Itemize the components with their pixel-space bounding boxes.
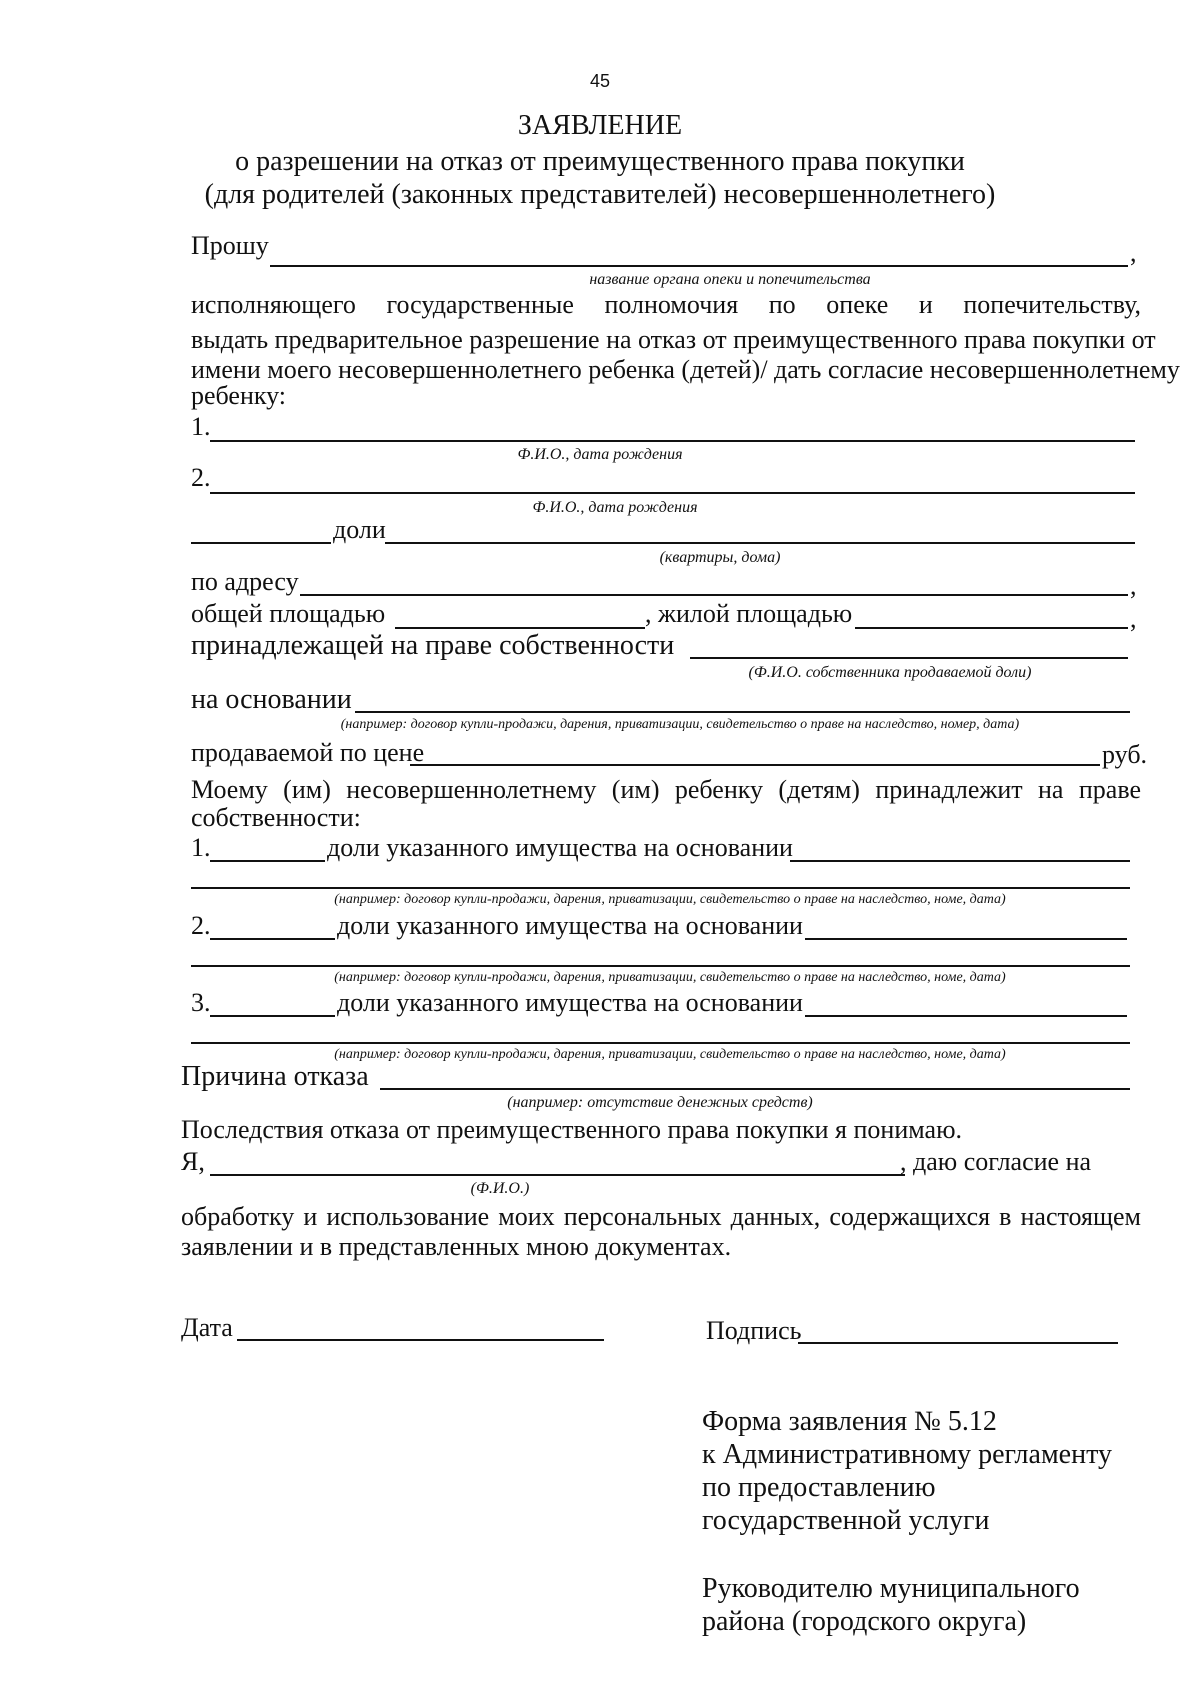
- applicant-fio-field[interactable]: [210, 1174, 905, 1176]
- moemu-line1: Моему (им) несовершеннолетнему (им) ребенку (детям) принадлежит на праве: [191, 775, 1141, 804]
- item-2-share-field[interactable]: [210, 938, 335, 940]
- hint-fio-date-2: Ф.И.О., дата рождения: [532, 499, 698, 516]
- label-ya: Я,: [181, 1147, 205, 1176]
- child-2-field[interactable]: [210, 492, 1135, 494]
- price-field[interactable]: [410, 764, 1100, 766]
- total-area-field[interactable]: [395, 627, 645, 629]
- signature-field[interactable]: [798, 1342, 1118, 1344]
- label-prodavaemoy: продаваемой по цене: [191, 738, 425, 767]
- date-field[interactable]: [237, 1339, 604, 1341]
- reason-field[interactable]: [380, 1088, 1130, 1090]
- item-3-basis-field[interactable]: [805, 1015, 1127, 1017]
- label-po-adresu: по адресу: [191, 567, 299, 596]
- hint-prichina: (например: отсутствие денежных средств): [507, 1094, 813, 1111]
- document-subtitle-2: (для родителей (законных представителей) несовершеннолетнего): [204, 179, 996, 210]
- item-1-share-field[interactable]: [210, 860, 325, 862]
- label-rub: руб.: [1102, 740, 1148, 769]
- label-zhiloy-ploshchadyu: , жилой площадью: [645, 599, 853, 628]
- footer-line-1: Форма заявления № 5.12: [702, 1406, 997, 1437]
- hint-sobstvennik: (Ф.И.О. собственника продаваемой доли): [748, 664, 1032, 681]
- para1-line4: ребенку:: [191, 381, 287, 410]
- item-3-share-field[interactable]: [210, 1015, 335, 1017]
- item-1-label: доли указанного имущества на основании: [327, 833, 793, 862]
- item-2-basis-field-2[interactable]: [191, 965, 1130, 967]
- hint-dogovor-2c: (например: договор купли-продажи, дарения, приватизации, свидетельство о праве на наследство, номе, дата): [334, 1047, 1006, 1062]
- page-number: 45: [589, 71, 611, 91]
- label-proshu: Прошу: [191, 231, 269, 260]
- label-doli: доли: [333, 515, 386, 544]
- item-2-number: 2.: [191, 911, 211, 940]
- hint-dogovor-1: (например: договор купли-продажи, дарения, приватизации, свидетельство о праве на наследство, номер, дата): [340, 717, 1020, 732]
- hint-dogovor-2a: (например: договор купли-продажи, дарения, приватизации, свидетельство о праве на наследство, номе, дата): [334, 892, 1006, 907]
- item-2-basis-field[interactable]: [805, 938, 1127, 940]
- label-prinadlezhashchey: принадлежащей на праве собственности: [191, 630, 675, 661]
- label-dayu-soglasie: , даю согласие на: [900, 1147, 1092, 1176]
- para1-line1: исполняющего государственные полномочия по опеке и попечительству,: [191, 290, 1141, 319]
- document-subtitle-1: о разрешении на отказ от преимущественного права покупки: [235, 146, 965, 177]
- footer-line-3: по предоставлению: [702, 1472, 936, 1503]
- para1-line2: выдать предварительное разрешение на отказ от преимущественного права покупки от: [191, 325, 1156, 354]
- child-1-field[interactable]: [210, 440, 1135, 442]
- footer-line-4: государственной услуги: [702, 1505, 990, 1536]
- label-podpis: Подпись: [706, 1316, 802, 1345]
- posledstviya-text: Последствия отказа от преимущественного права покупки я понимаю.: [181, 1115, 962, 1144]
- hint-fio-date-1: Ф.И.О., дата рождения: [517, 446, 683, 463]
- child-1-number: 1.: [191, 412, 211, 441]
- address-field[interactable]: [300, 594, 1128, 596]
- item-2-label: доли указанного имущества на основании: [337, 911, 803, 940]
- share-object-field[interactable]: [385, 542, 1135, 544]
- footer-line-2: к Административному регламенту: [702, 1439, 1112, 1470]
- label-data: Дата: [181, 1313, 233, 1342]
- comma: ,: [1130, 604, 1137, 633]
- comma: ,: [1130, 571, 1137, 600]
- item-1-basis-field-2[interactable]: [191, 887, 1130, 889]
- child-2-number: 2.: [191, 463, 211, 492]
- moemu-line2: собственности:: [191, 803, 361, 832]
- field-organ-line[interactable]: [270, 265, 1128, 267]
- hint-fio: (Ф.И.О.): [470, 1180, 530, 1197]
- comma: ,: [1130, 238, 1137, 267]
- item-3-number: 3.: [191, 988, 211, 1017]
- hint-kvartiry: (квартиры, дома): [659, 549, 781, 566]
- hint-organ: название органа опеки и попечительства: [589, 271, 871, 288]
- item-1-number: 1.: [191, 833, 211, 862]
- hint-dogovor-2b: (например: договор купли-продажи, дарения, приватизации, свидетельство о праве на наследство, номе, дата): [334, 970, 1006, 985]
- label-prichina-otkaza: Причина отказа: [181, 1061, 369, 1092]
- share-fraction-field[interactable]: [191, 542, 331, 544]
- owner-field[interactable]: [690, 657, 1128, 659]
- label-na-osnovanii: на основании: [191, 684, 352, 715]
- living-area-field[interactable]: [855, 627, 1128, 629]
- label-obshchey-ploshchadyu: общей площадью: [191, 599, 386, 628]
- obrabotka-line1: обработку и использование моих персональных данных, содержащихся в настоящем: [181, 1202, 1141, 1231]
- obrabotka-line2: заявлении и в представленных мною документах.: [181, 1232, 732, 1261]
- item-1-basis-field[interactable]: [790, 860, 1130, 862]
- para1-line3: имени моего несовершеннолетнего ребенка (детей)/ дать согласие несовершеннолетнему: [191, 355, 1180, 384]
- document-title: ЗАЯВЛЕНИЕ: [517, 110, 683, 141]
- footer-line-6: района (городского округа): [702, 1606, 1027, 1637]
- basis-field[interactable]: [355, 711, 1130, 713]
- item-3-basis-field-2[interactable]: [191, 1042, 1130, 1044]
- footer-line-5: Руководителю муниципального: [702, 1573, 1080, 1604]
- item-3-label: доли указанного имущества на основании: [337, 988, 803, 1017]
